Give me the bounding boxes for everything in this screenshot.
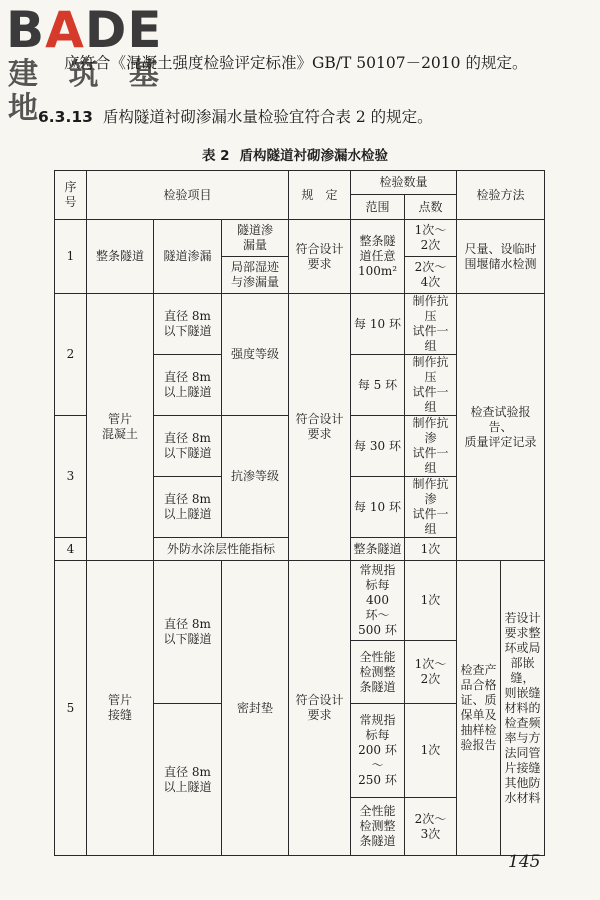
diameter-cell: 直径 8m 以上隧道 (154, 477, 222, 538)
item-cell: 隧道渗 漏量 (222, 220, 289, 257)
points-cell: 2次～ 4次 (405, 257, 457, 294)
range-cell: 常规指 标每 400 环～ 500 环 (351, 561, 405, 641)
header-quantity: 检验数量 (351, 171, 457, 195)
table-row (55, 561, 545, 641)
item-cell: 强度等级 (222, 294, 289, 416)
seq-cell: 3 (55, 416, 87, 538)
points-cell: 制作抗渗 试件一组 (405, 416, 457, 477)
points-cell: 制作抗渗 试件一组 (405, 477, 457, 538)
seq-cell: 2 (55, 294, 87, 416)
diameter-cell: 直径 8m 以下隧道 (154, 561, 222, 704)
spec-cell: 符合设计 要求 (289, 561, 351, 856)
seq-cell: 1 (55, 220, 87, 294)
inspection-table (54, 170, 545, 856)
table-row (55, 294, 545, 355)
method-note-cell: 若设计 要求整 环或局 部嵌缝， 则嵌缝 材料的 检查频 率与方 法同管 片接缝 其他防 水材料 (501, 561, 545, 856)
header-method: 检验方法 (457, 171, 545, 220)
diameter-cell: 直径 8m 以下隧道 (154, 416, 222, 477)
points-cell: 制作抗压 试件一组 (405, 294, 457, 355)
points-cell: 1次 (405, 561, 457, 641)
points-cell: 2次～ 3次 (405, 798, 457, 856)
table-caption-label: 表 2 (201, 148, 230, 164)
header-spec: 规 定 (289, 171, 351, 220)
method-cell: 检查产 品合格 证、质 保单及 抽样检 验报告 (457, 561, 501, 856)
item-cell: 局部湿迹 与渗漏量 (222, 257, 289, 294)
range-cell: 整条隧道 (351, 538, 405, 561)
table-caption-title: 盾构隧道衬砌渗漏水检验 (239, 148, 389, 164)
item-cell: 抗渗等级 (222, 416, 289, 538)
table-caption (0, 144, 600, 164)
range-cell: 每 30 环 (351, 416, 405, 477)
seq-cell: 4 (55, 538, 87, 561)
range-cell: 常规指 标每 200 环 ～ 250 环 (351, 704, 405, 798)
range-cell: 整条隧 道任意 100m² (351, 220, 405, 294)
subitem-cell: 隧道渗漏 (154, 220, 222, 294)
category-cell: 管片 接缝 (87, 561, 154, 856)
clause-paragraph (38, 106, 578, 128)
points-cell: 制作抗压 试件一组 (405, 355, 457, 416)
header-item: 检验项目 (87, 171, 289, 220)
points-cell: 1次～ 2次 (405, 220, 457, 257)
seq-cell: 5 (55, 561, 87, 856)
table-row (55, 220, 545, 257)
range-cell: 全性能 检测整 条隧道 (351, 798, 405, 856)
item-cell: 外防水涂层性能指标 (154, 538, 289, 561)
points-cell: 1次 (405, 704, 457, 798)
header-seq: 序 号 (55, 171, 87, 220)
table-header-row (55, 171, 545, 195)
diameter-cell: 直径 8m 以上隧道 (154, 355, 222, 416)
range-cell: 全性能 检测整 条隧道 (351, 641, 405, 704)
spec-cell: 符合设计 要求 (289, 294, 351, 561)
method-cell: 检查试验报告、 质量评定记录 (457, 294, 545, 561)
range-cell: 每 5 环 (351, 355, 405, 416)
diameter-cell: 直径 8m 以上隧道 (154, 704, 222, 856)
range-cell: 每 10 环 (351, 294, 405, 355)
logo-text: BADE (6, 1, 163, 59)
logo-subtitle: 建 筑 基 地 (8, 57, 169, 126)
clause-text: 盾构隧道衬砌渗漏水量检验宜符合表 2 的规定。 (102, 108, 433, 126)
header-points: 点数 (405, 195, 457, 220)
spec-cell: 符合设计 要求 (289, 220, 351, 294)
range-cell: 每 10 环 (351, 477, 405, 538)
category-cell: 管片 混凝土 (87, 294, 154, 561)
clause-number: 6.3.13 (38, 108, 93, 126)
category-cell: 整条隧道 (87, 220, 154, 294)
method-cell: 尺量、设临时 围堰储水检测 (457, 220, 545, 294)
points-cell: 1次 (405, 538, 457, 561)
points-cell: 1次～ 2次 (405, 641, 457, 704)
diameter-cell: 直径 8m 以下隧道 (154, 294, 222, 355)
header-range: 范围 (351, 195, 405, 220)
item-cell: 密封垫 (222, 561, 289, 856)
intro-paragraph: 应符合《混凝土强度检验评定标准》GB/T 50107－2010 的规定。 (64, 54, 528, 72)
page-number: 145 (508, 852, 541, 872)
